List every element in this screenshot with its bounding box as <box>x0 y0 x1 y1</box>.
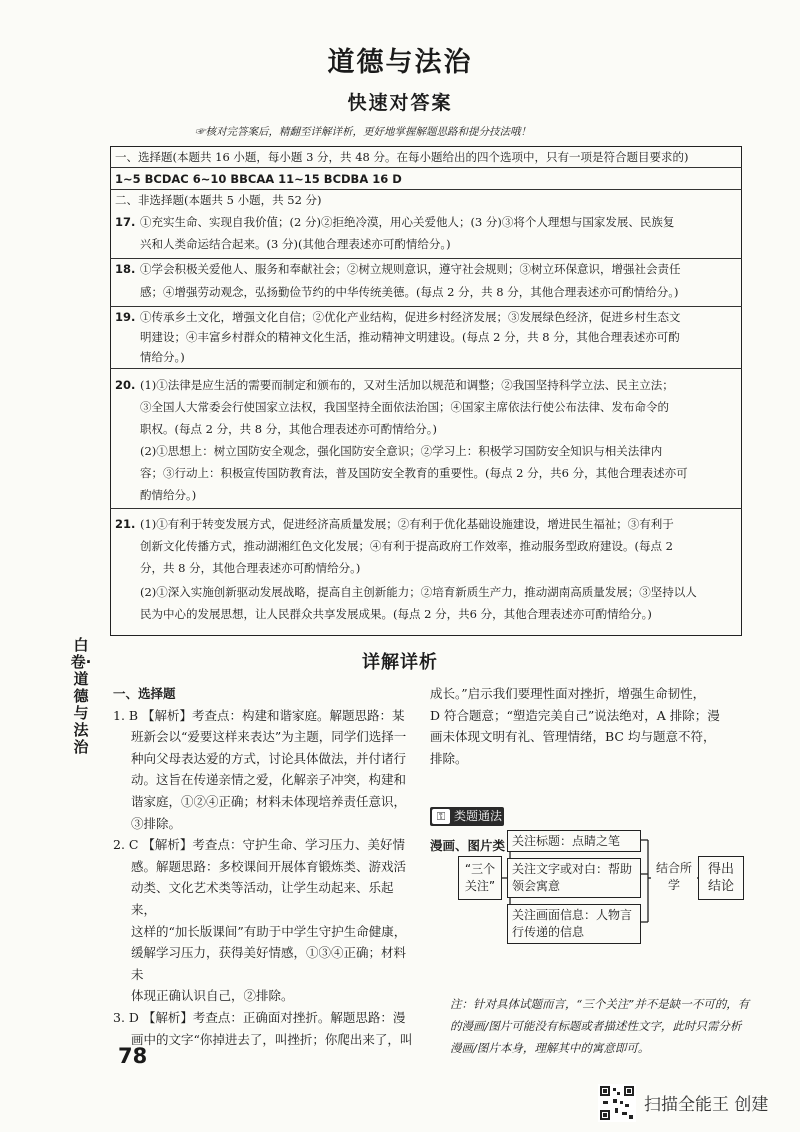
explanation-line: 排除。 <box>430 750 468 766</box>
answer-line: 酌情给分。) <box>140 488 197 502</box>
answer-line: (1)①有利于转变发展方式，促进经济高质量发展；②有利于优化基础设施建设，增进民生福祉；③有利于 <box>140 517 674 531</box>
explanation-line: 谐家庭，①②④正确；材料未体现培养责任意识， <box>131 793 407 809</box>
category-badge: ⚿ 类题通法 <box>430 807 504 826</box>
left-column <box>113 683 415 1050</box>
answer-line: (2)①深入实施创新驱动发展战略，提高自主创新能力；②培育新质生产力，推动湖南高质量发展；③坚持以人 <box>140 585 697 599</box>
explanation-line: 3. D 【解析】考查点：正确面对挫折。解题思路：漫 <box>113 1009 406 1025</box>
watermark: 扫描全能王 创建 <box>644 1095 769 1115</box>
question-number: 18. <box>115 262 136 276</box>
category-subtitle: 漫画、图片类 <box>430 838 506 853</box>
section-subtitle: 快速对答案 <box>347 92 453 114</box>
answer-line: 容；③行动上：积极宣传国防教育法，普及国防安全教育的重要性。(每点 2 分，共6 分，其他合理表述亦可 <box>140 466 688 480</box>
qr-code-icon <box>598 1084 636 1122</box>
explanation-line: 动类、文化艺术类等活动，让学生动起来、乐起来， <box>131 880 394 917</box>
divider <box>110 167 742 168</box>
right-column <box>430 683 748 769</box>
diagram-middle-node: 结合所学 <box>651 856 697 900</box>
answer-line: 感；④增强劳动观念，弘扬勤俭节约的中华传统美德。(每点 2 分，共 8 分，其他合理表述亦可酌情给分。) <box>140 285 679 299</box>
method-note: 注：针对具体试题而言，“三个关注”并不是缺一不可的，有的漫画/图片可能没有标题或者描述性文字，此时只需分析漫画/图片本身，理解其中的寓意即可。 <box>450 997 750 1055</box>
answer-line: 创新文化传播方式，推动湖湘红色文化发展；④有利于提高政府工作效率，推动服务型政府建设。(每点 2 <box>140 539 673 553</box>
answer-line: (1)①法律是应生活的需要而制定和颁布的，又对生活加以规范和调整；②我国坚持科学立法、民主立法； <box>140 378 674 392</box>
answer-line: (2)①思想上：树立国防安全观念，强化国防安全意识；②学习上：积极学习国防安全知识与相关法律内 <box>140 444 663 458</box>
explanation-line: ③排除。 <box>131 815 182 831</box>
explanation-line: D 符合题意；“塑造完美自己”说法绝对，A 排除；漫 <box>430 707 720 723</box>
explanation-line: 1. B 【解析】考查点：构建和谐家庭。解题思路：某 <box>113 707 405 723</box>
diagram-left-node: “三个关注” <box>458 856 502 900</box>
diagram-item: 关注标题：点睛之笔 <box>507 830 641 852</box>
answer-line: 职权。(每点 2 分，共 8 分，其他合理表述亦可酌情给分。) <box>140 422 437 436</box>
explanation-line: 缓解学习压力，获得美好情感，①③④正确；材料未 <box>131 945 407 982</box>
section-heading: 一、选择题 <box>113 686 176 701</box>
divider <box>110 508 742 509</box>
explanation-line: 动。这旨在传递亲情之爱，化解亲子冲突，构建和 <box>131 772 407 788</box>
detail-title: 详解详析 <box>362 652 438 673</box>
page-title: 道德与法治 <box>327 47 473 78</box>
answer-line: 情给分。) <box>140 350 185 364</box>
nonchoice-section-header: 二、非选择题(本题共 5 小题，共 52 分) <box>115 193 322 207</box>
diagram-item: 关注文字或对白：帮助领会寓意 <box>507 858 641 898</box>
question-number: 21. <box>115 517 136 531</box>
answer-line: ①学会积极关爱他人、服务和奉献社会；②树立规则意识，遵守社会规则；③树立环保意识，增强社会责任 <box>140 262 681 276</box>
explanation-line: 体现正确认识自己，②排除。 <box>131 988 294 1004</box>
explanation-line: 2. C 【解析】考查点：守护生命、学习压力、美好情 <box>113 837 405 853</box>
question-number: 20. <box>115 378 136 392</box>
divider <box>110 258 742 259</box>
page-number: 78 <box>118 1044 148 1068</box>
answer-line: ③全国人大常委会行使国家立法权，我国坚持全面依法治国；④国家主席依法行使公布法律、发布命令的 <box>140 400 669 414</box>
choice-answers: 1~5 BCDAC 6~10 BBCAA 11~15 BCDBA 16 D <box>115 172 402 186</box>
choice-section-header: 一、选择题(本题共 16 小题，每小题 3 分，共 48 分。在每小题给出的四个选项中，只有一项是符合题目要求的) <box>115 150 689 164</box>
answer-line: 分，共 8 分，其他合理表述亦可酌情给分。) <box>140 561 361 575</box>
answer-line: ①传承乡土文化，增强文化自信；②优化产业结构，促进乡村经济发展；③发展绿色经济，促进乡村生态文 <box>140 310 681 324</box>
divider <box>110 368 742 369</box>
explanation-line: 画未体现文明有礼、管理情绪，BC 均与题意不符， <box>430 729 716 745</box>
diagram-item: 关注画面信息：人物言行传递的信息 <box>507 904 641 944</box>
diagram-right-node: 得出结论 <box>698 856 744 900</box>
explanation-line: 感。解题思路：多校课间开展体育锻炼类、游戏活 <box>131 858 407 874</box>
question-number: 19. <box>115 310 136 324</box>
explanation-line: 成长。”启示我们要理性面对挫折，增强生命韧性， <box>430 686 706 701</box>
explanation-line: 班新会以“爱要这样来表达”为主题，同学们选择一 <box>131 729 407 745</box>
side-label: 白卷·道德与法治 <box>70 636 92 756</box>
explanation-line: 种向父母表达爱的方式，讨论具体做法，并付诸行 <box>131 750 407 766</box>
explanation-line: 画中的文字“你掉进去了，叫挫折；你爬出来了，叫 <box>131 1031 413 1047</box>
answer-line: ①充实生命、实现自我价值；(2 分)②拒绝冷漠，用心关爱他人；(3 分)③将个人理想与国家发展、民族复 <box>140 215 675 229</box>
hint-note: ☞核对完答案后，精翻至详解详析，更好地掌握解题思路和提分技法哦！ <box>195 126 531 138</box>
divider <box>110 306 742 307</box>
answer-line: 兴和人类命运结合起来。(3 分)(其他合理表述亦可酌情给分。) <box>140 237 451 251</box>
key-icon: ⚿ <box>432 809 450 824</box>
question-number: 17. <box>115 215 136 229</box>
answer-line: 明建设；④丰富乡村群众的精神文化生活，推动精神文明建设。(每点 2 分，共 8 分，其他合理表述亦可酌 <box>140 330 680 344</box>
explanation-line: 这样的“加长版课间”有助于中学生守护生命健康， <box>131 923 407 939</box>
answer-line: 民为中心的发展思想，让人民群众共享发展成果。(每点 2 分，共6 分，其他合理表述亦可酌情给分。) <box>140 607 652 621</box>
divider <box>110 189 742 190</box>
